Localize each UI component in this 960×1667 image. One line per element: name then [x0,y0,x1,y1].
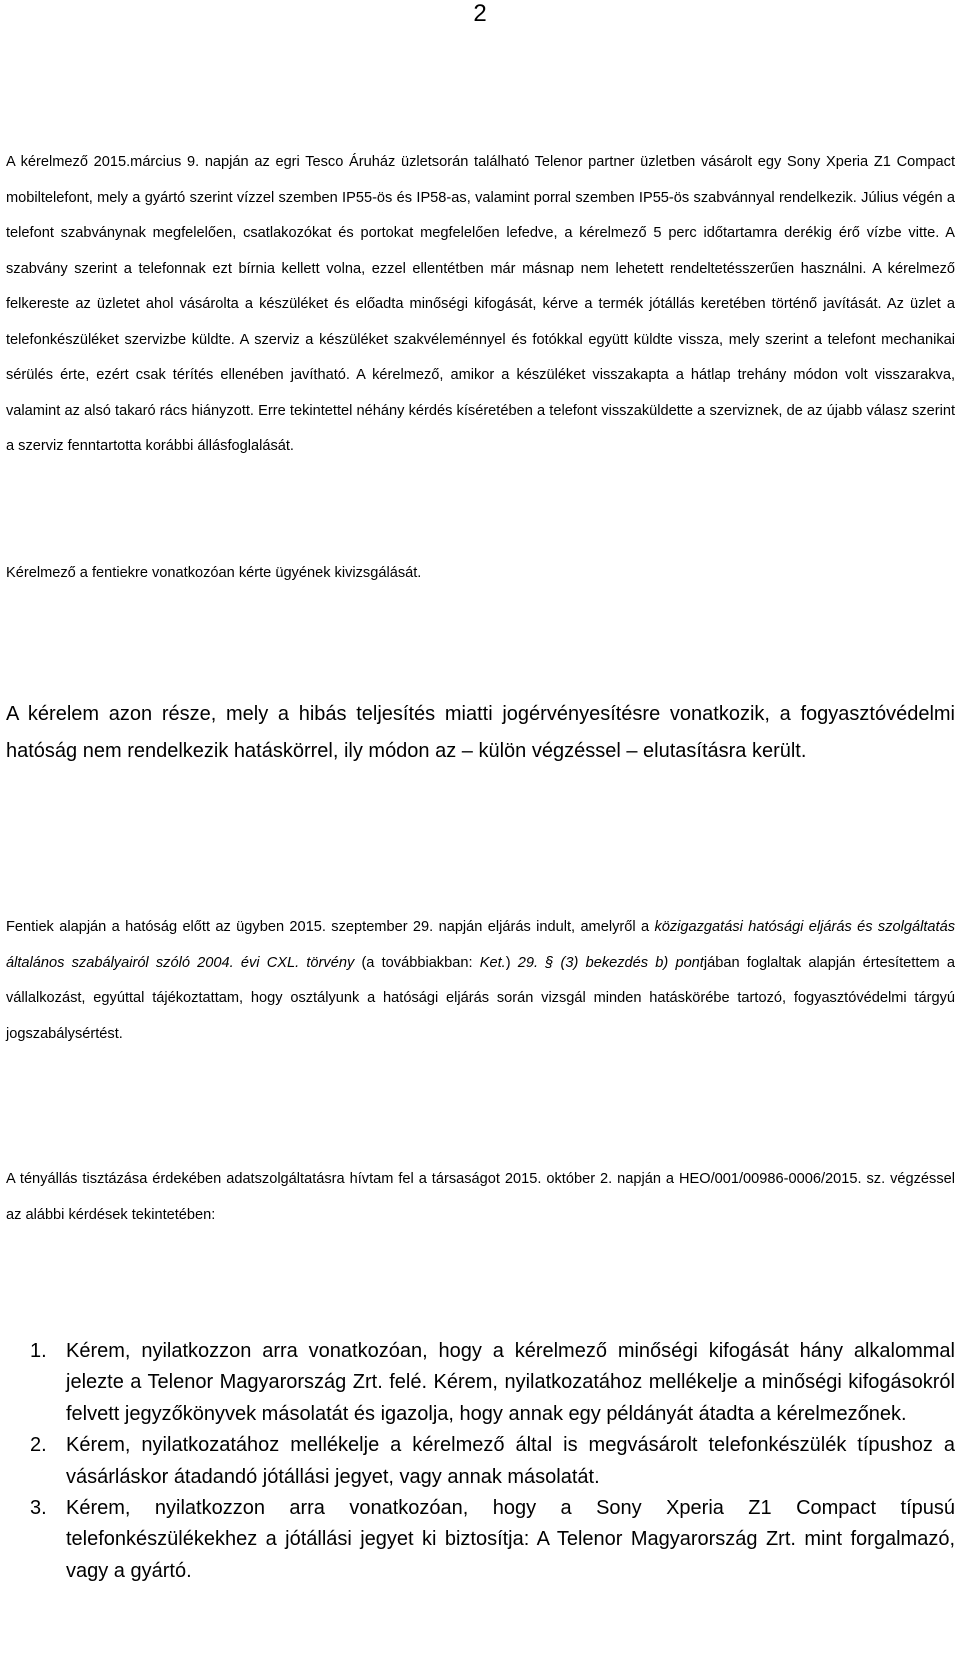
list-item-text: Kérem, nyilatkozzon arra vonatkozóan, hogy a kérelmező minőségi kifogását hány alkalommal jelezte a Telenor Magyarország Zrt. felé. Kérem, nyilatkozatához mellékelje a minőségi kifogásokról felvett jegyzőkönyvek másolatát és igazolja, hogy annak egy példányát átadta a kérelmezőnek. [66,1340,955,1425]
procedure-text-3: ) [505,954,518,971]
law-title: közigazgatási hatósági eljárás és szolgáltatás általános szabályairól szóló 2004. évi CXL. törvény [6,919,955,971]
paragraph-rejection: A kérelem azon része, mely a hibás teljesítés miatti jogérvényesítésre vonatkozik, a fogyasztóvédelmi hatóság nem rendelkezik hatáskörrel, ily módon az – külön végzéssel – elutasításra került. [6,703,955,763]
procedure-text-1: Fentiek alapján a hatóság előtt az ügyben 2015. szeptember 29. napján eljárás indult, amelyről a [6,919,655,935]
page-number: 2 [473,0,487,27]
paragraph-procedure [6,910,955,1052]
question-list [30,1336,955,1587]
list-item-text: Kérem, nyilatkozzon arra vonatkozóan, hogy a Sony Xperia Z1 Compact típusú telefonkészülékekhez a jótállási jegyet ki biztosítja: A Telenor Magyarország Zrt. mint forgalmazó, vagy a gyártó. [66,1497,955,1582]
list-item-number: 1. [30,1340,47,1362]
law-abbreviation: Ket. [479,954,506,971]
list-item [30,1430,955,1493]
paragraph-complaint-description: A kérelmező 2015.március 9. napján az egri Tesco Áruház üzletsorán található Telenor partner üzletben vásárolt egy Sony Xperia Z1 Compact mobiltelefont, mely a gyártó szerint vízzel szemben IP55-ös és IP58-as, valamint porral szemben IP55-ös szabvánnyal rendelkezik. Július végén a telefont szabványnak megfelelően, csatlakozókat és portokat megfelelően lefedve, a kérelmező 5 perc időtartamra derékig érő vízbe vitte. A szabvány szerint a telefonnak ezt bírnia kellett volna, ezzel ellentétben már másnap nem lehetett rendeltetésszerűen használni. A kérelmező felkereste az üzletet ahol vásárolta a készüléket és előadta minőségi kifogását, kérve a termék jótállás keretében történő javítását. Az üzlet a telefonkészüléket szervizbe küldte. A szerviz a készüléket szakvéleménnyel és fotókkal együtt küldte vissza, mely szerint a telefont mechanikai sérülés érte, ezért csak térítés ellenében javítható. A kérelmező, amikor a készüléket visszakapta a hátlap trehány módon volt visszarakva, valamint az alsó takaró rács hiányzott. Erre tekintettel néhány kérdés kíséretében a telefont visszaküldette a szerviznek, de az újabb válasz szerint a szerviz fenntartotta korábbi állásfoglalását. [6,154,955,454]
list-item-text: Kérem, nyilatkozatához mellékelje a kérelmező által is megvásárolt telefonkészülék típushoz a vásárláskor átadandó jótállási jegyet, vagy annak másolatát. [66,1434,955,1488]
list-item [30,1493,955,1587]
list-item-number: 3. [30,1497,47,1520]
procedure-text-2: (a továbbiakban: [354,954,480,971]
list-item [30,1336,955,1430]
law-section-reference: 29. § (3) bekezdés b) pont [517,954,704,971]
list-item-number: 2. [30,1434,47,1457]
paragraph-data-request: A tényállás tisztázása érdekében adatszolgáltatásra hívtam fel a társaságot 2015. október 2. napján a HEO/001/00986-0006/2015. sz. végzéssel az alábbi kérdések tekintetében: [6,1171,955,1223]
paragraph-request: Kérelmező a fentiekre vonatkozóan kérte ügyének kivizsgálását. [6,565,422,581]
procedure-text-4: jában foglaltak alapján értesítettem a vállalkozást, egyúttal tájékoztattam, hogy osztályunk a hatósági eljárás során vizsgál minden hatáskörébe tartozó, fogyasztóvédelmi tárgyú jogszabálysértést. [6,954,955,1042]
